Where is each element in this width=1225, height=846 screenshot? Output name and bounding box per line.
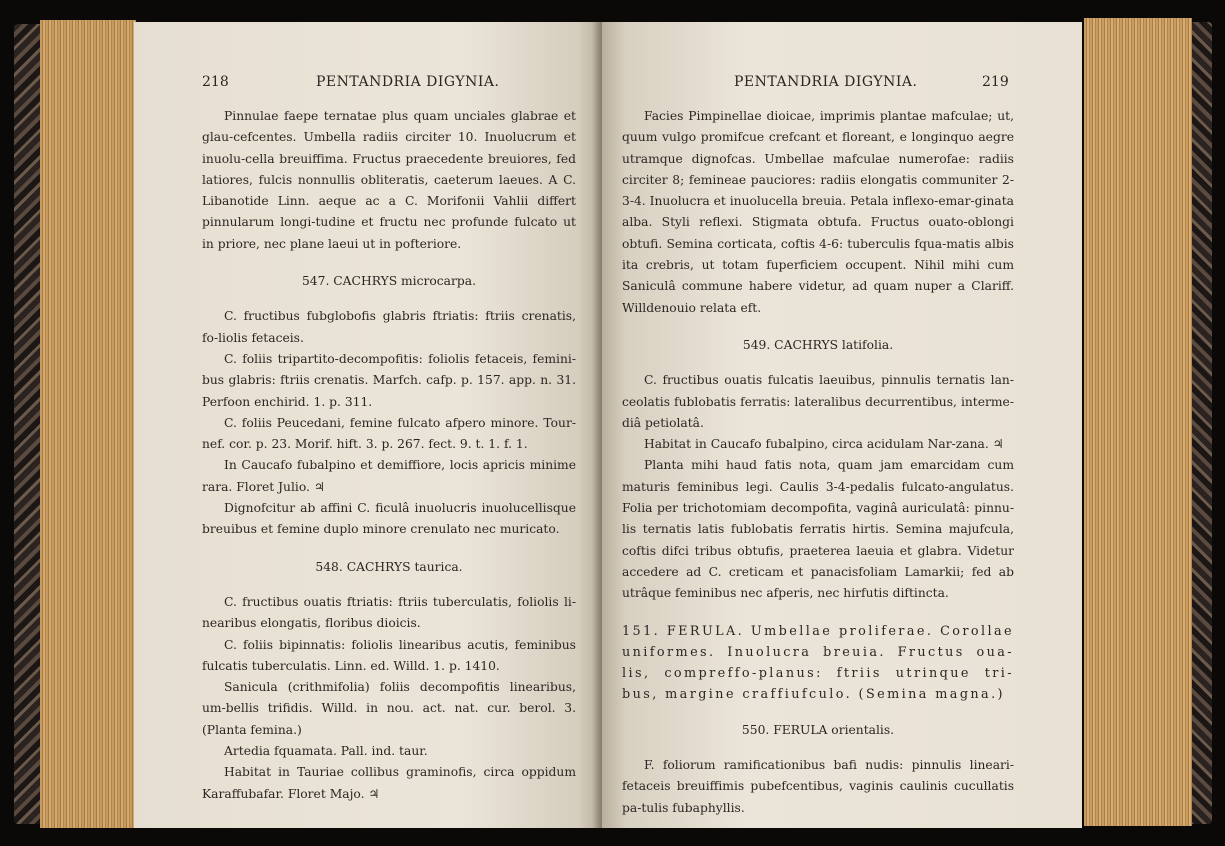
paragraph: C. foliis tripartito-decompofitis: foliolis fetaceis, femini-bus glabris: ftriis crenatis. Marfch. cafp. p. 157. app. n. 31. Perfoon enchirid. 1. p. 311. (202, 351, 576, 409)
right-body (622, 106, 1014, 819)
paragraph: C. fructibus ouatis fulcatis laeuibus, pinnulis ternatis lan-ceolatis fublobatis ferratis: lateralibus decurrentibus, interme-diâ petiolatâ. (622, 373, 1014, 430)
paragraph: C. foliis bipinnatis: foliolis linearibus acutis, feminibus fulcatis tuberculatis. Linn. ed. Willd. 1. p. 1410. (202, 637, 576, 673)
paragraph: Habitat in Caucafo fubalpino, circa acidulam Nar-zana. ♃ (644, 437, 1004, 452)
paragraph: In Caucafo fubalpino et demiffiore, locis apricis minime rara. Floret Julio. ♃ (202, 458, 576, 494)
species-heading: 550. FERULA orientalis. (741, 722, 895, 737)
paragraph: Sanicula (crithmifolia) foliis decompofitis linearibus, um-bellis trifidis. Willd. in nou. act. nat. cur. berol. 3. (Planta femina.) (202, 680, 576, 737)
left-folio: 218 (202, 74, 229, 90)
species-heading: 547. CACHRYS microcarpa. (301, 274, 476, 289)
right-running-head: PENTANDRIA DIGYNIA. (734, 74, 918, 90)
paragraph: Planta mihi haud fatis nota, quam jam emarcidam cum maturis feminibus legi. Caulis 3-4-pedalis fulcato-angulatus. Folia per trichotomiam decompofita, vaginâ auriculatâ: pinnu-lis ternatis latis fublobatis ferratis hirtis. Semina majufcula, coftis difci tribus obtufis, praeterea laeuia et glabra. Videtur accedere ad C. creticam et panacisfoliam Lamarkii; fed ab utrâque feminibus nec afperis, nec hirfutis diftincta. (622, 458, 1014, 601)
paragraph: Pinnulae faepe ternatae plus quam unciales glabrae et glau-cefcentes. Umbella radiis circiter 10. Inuolucrum et inuolu-cella breuiffima. Fructus praecedente breuiores, fed latiores, fulcis nonnullis obliteratis, caeterum laeues. A C. Libanotide Linn. aeque ac a C. Morifonii Vahlii differt pinnularum longi-tudine et fructu nec profunde fulcato ut in priore, nec plane laeui ut in pofteriore. (202, 109, 576, 251)
paragraph: Artedia fquamata. Pall. ind. taur. (224, 744, 428, 759)
right-page (602, 22, 1082, 828)
paragraph: Facies Pimpinellae dioicae, imprimis plantae mafculae; ut, quum vulgo promifcue crefcant et floreant, e longinquo aegre utramque dignofcas. Umbellae mafculae numerofae: radiis circiter 8; femineae pauciores: radiis elongatis communiter 2-3-4. Inuolucra et inuolucella breuia. Petala inflexo-emar-ginata alba. Styli reflexi. Stigmata obtufa. Fructus ouato-oblongi obtufi. Semina corticata, coftis 4-6: tuberculis fqua-matis albis ita crebris, ut totam fuperficiem occupent. Nihil mihi cum Saniculâ commune habere videtur, ad quam nuper a Clariff. Willdenouio relata eft. (622, 109, 1014, 315)
paragraph: C. fructibus ouatis ftriatis: ftriis tuberculatis, foliolis li-nearibus elongatis, floribus dioicis. (202, 594, 576, 631)
paragraph: C. foliis Peucedani, femine fulcato afpero minore. Tour-nef. cor. p. 23. Morif. hift. 3. p. 267. fect. 9. t. 1. f. 1. (202, 415, 576, 452)
left-body (202, 106, 576, 805)
genus-heading: 151. FERULA. Umbellae proliferae. Corollae uniformes. Inuolucra breuia. Fructus oua-lis, compreffo-planus: ftriis utrinque tri-bus, margine craffiufculo. (Semina magna.) (622, 623, 1014, 703)
paragraph: Dignofcitur ab affini C. ficulâ inuolucris inuolucellisque breuibus et femine duplo minore crenulato nec muricato. (202, 501, 576, 537)
right-folio: 219 (982, 74, 1009, 90)
paragraph: Habitat in Tauriae collibus graminofis, circa oppidum Karaffubafar. Floret Majo. ♃ (202, 765, 576, 801)
left-page-edges (40, 20, 136, 828)
left-running-head: PENTANDRIA DIGYNIA. (316, 74, 500, 90)
left-page (134, 22, 602, 828)
paragraph: C. fructibus fubglobofis glabris ftriatis: ftriis crenatis, fo-liolis fetaceis. (202, 309, 576, 345)
right-page-edges (1084, 18, 1192, 826)
open-book (14, 14, 1212, 832)
paragraph: F. foliorum ramificationibus bafi nudis: pinnulis lineari-fetaceis breuiffimis pubefcentibus, vaginis caulinis cucullatis pa-tulis fubaphyllis. (622, 758, 1014, 815)
species-heading: 549. CACHRYS latifolia. (742, 337, 894, 352)
species-heading: 548. CACHRYS taurica. (315, 559, 463, 574)
